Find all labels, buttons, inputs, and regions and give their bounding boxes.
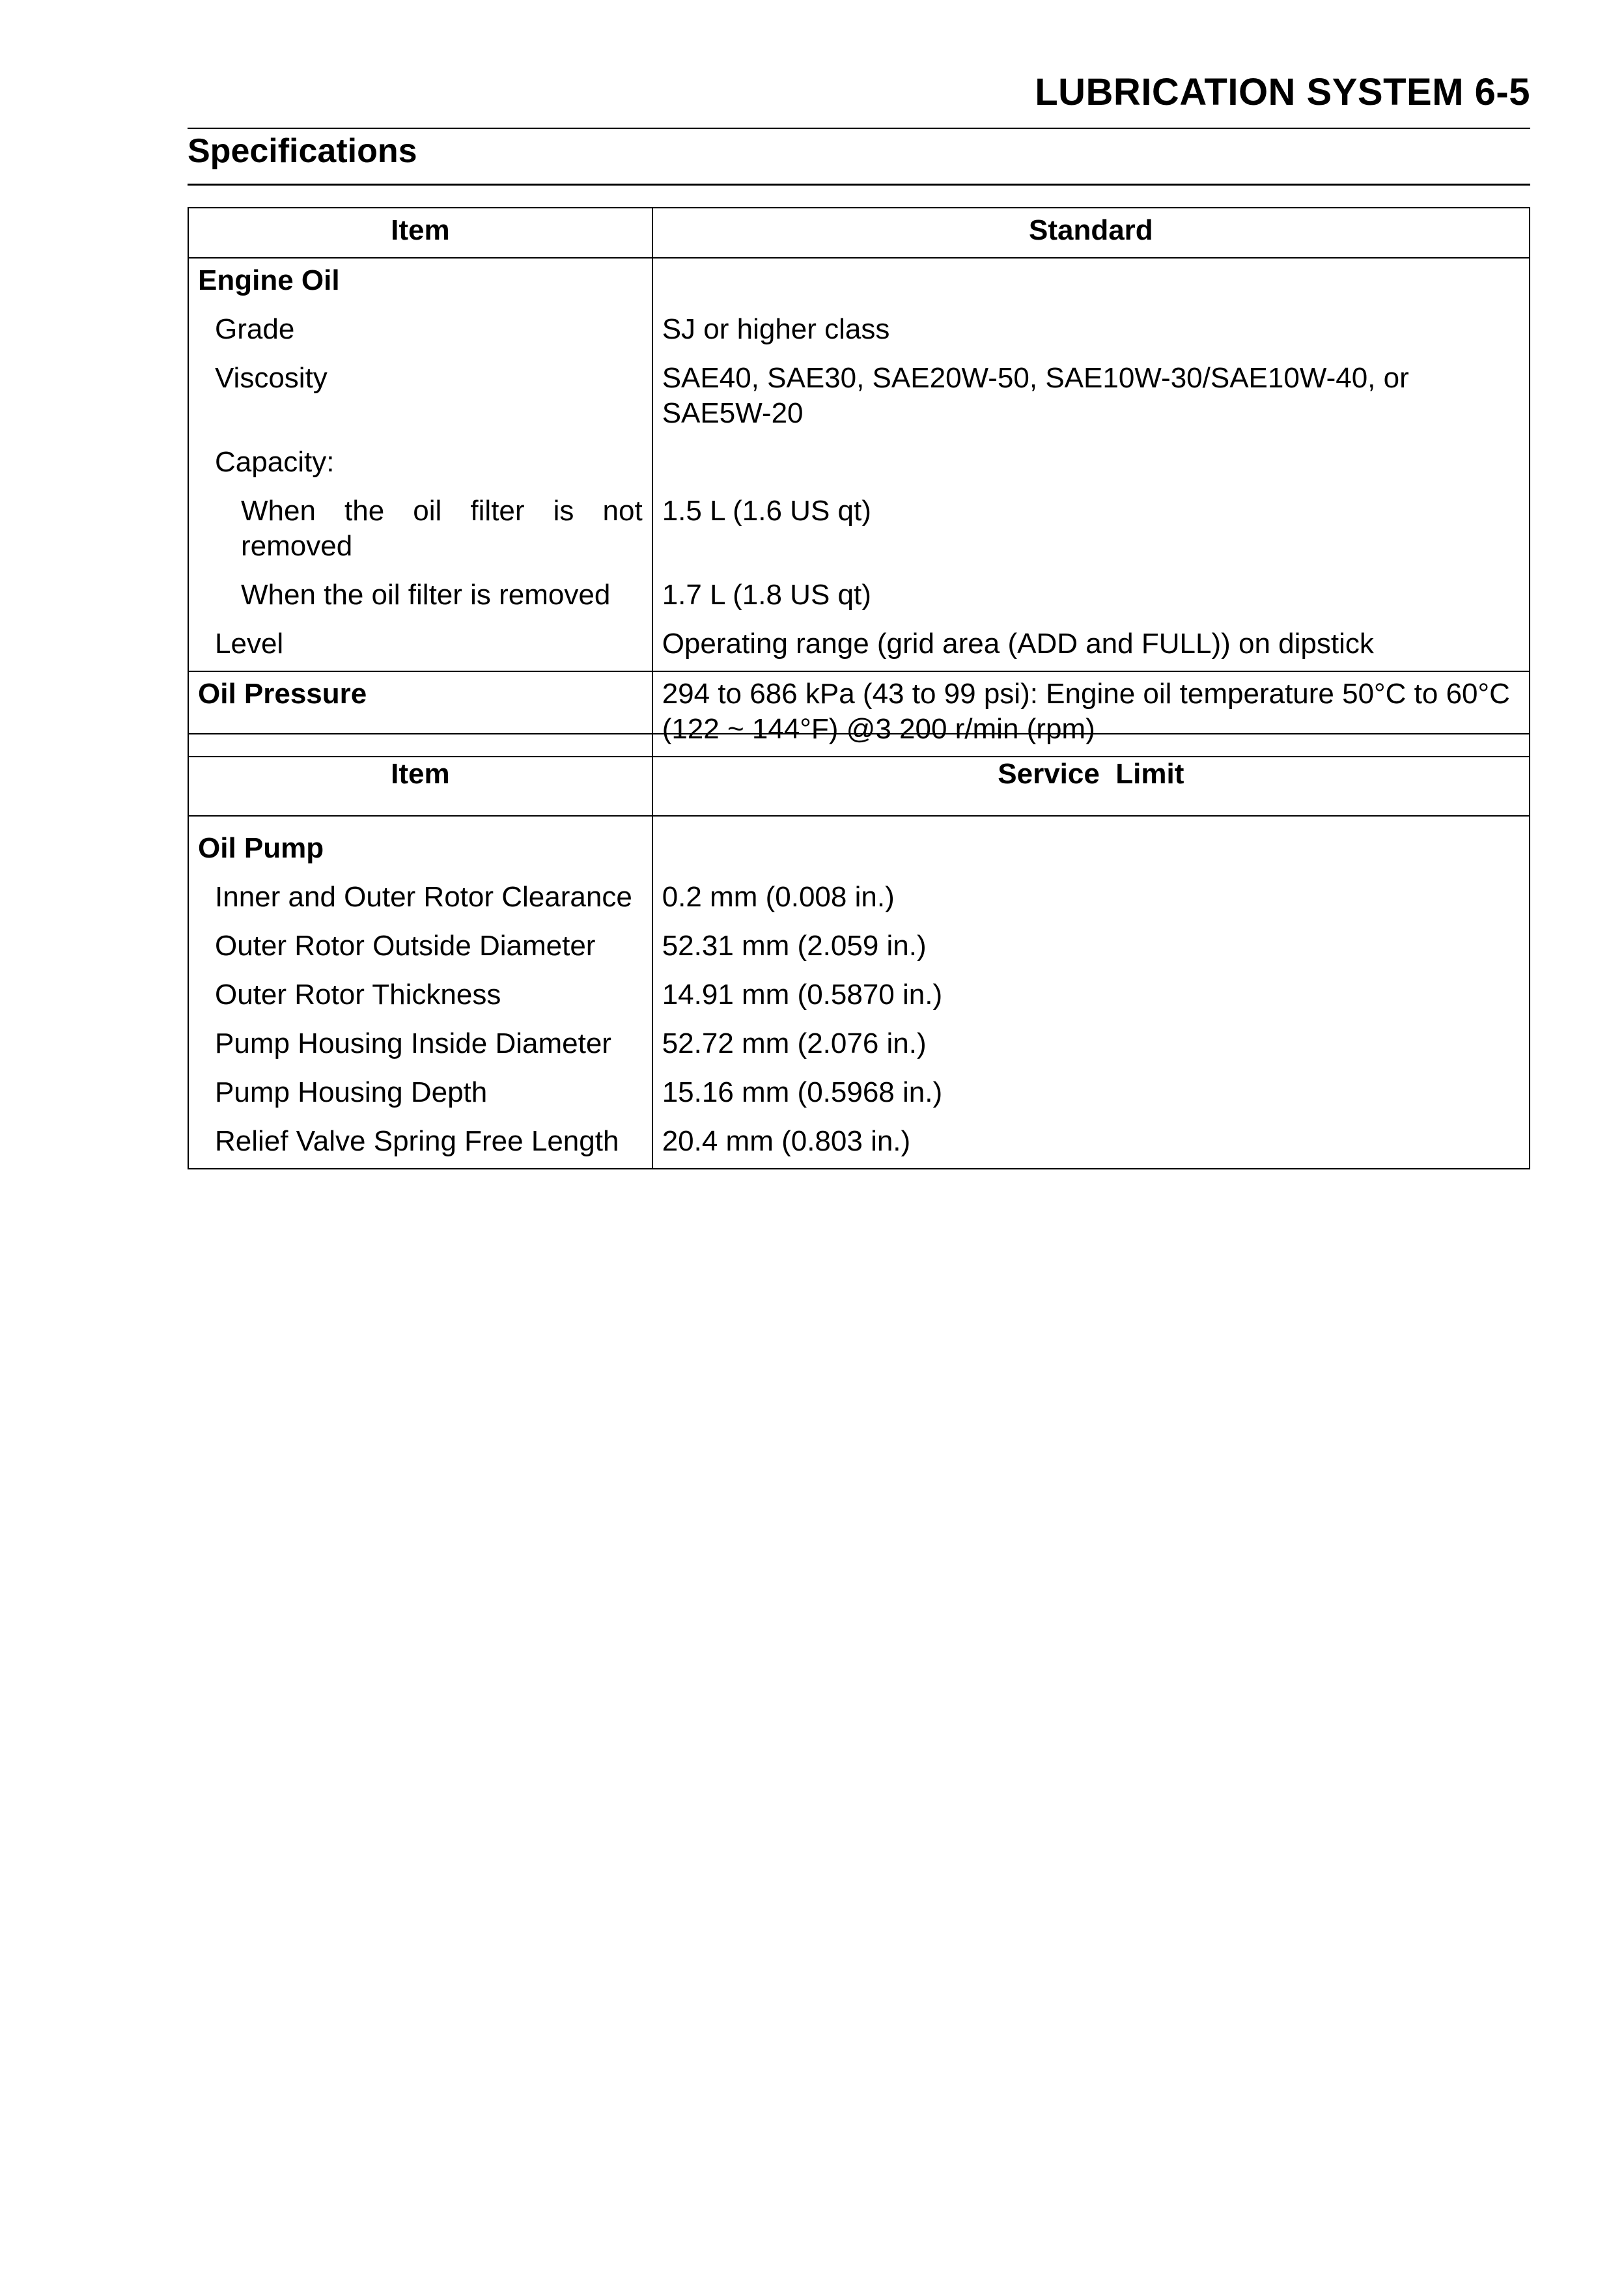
row-label: Outer Rotor Outside Diameter: [188, 924, 652, 973]
table-row: [188, 816, 1530, 875]
row-value: 15.16 mm (0.5968 in.): [652, 1070, 1530, 1119]
table-row: [188, 1022, 1530, 1070]
table-header-row: [188, 734, 1530, 816]
row-value: 0.2 mm (0.008 in.): [652, 875, 1530, 924]
row-label: Pump Housing Depth: [188, 1070, 652, 1119]
table-row: [188, 489, 1530, 573]
table-row: [188, 875, 1530, 924]
table-row: [188, 1119, 1530, 1169]
group-label-oil-pressure: Oil Pressure: [188, 671, 652, 757]
section-rule: [188, 184, 1530, 186]
row-value-viscosity: SAE40, SAE30, SAE20W-50, SAE10W-30/SAE10W-40, or SAE5W-20: [652, 356, 1530, 440]
row-label-capacity: Capacity:: [188, 440, 652, 489]
row-value-capacity-removed: 1.7 L (1.8 US qt): [652, 573, 1530, 622]
standard-spec-table: [188, 207, 1530, 757]
row-label-viscosity: Viscosity: [188, 356, 652, 440]
table-row: [188, 1070, 1530, 1119]
column-header-service-limit: Service Limit: [652, 734, 1530, 816]
table-row: [188, 622, 1530, 671]
row-value-level: Operating range (grid area (ADD and FULL)) on dipstick: [652, 622, 1530, 671]
table-row: [188, 573, 1530, 622]
table-row: [188, 440, 1530, 489]
table-row: [188, 307, 1530, 356]
row-value-oil-pressure: 294 to 686 kPa (43 to 99 psi): Engine oil temperature 50°C to 60°C (122 ~ 144°F) @3 200 r/min (rpm): [652, 671, 1530, 757]
row-label: Relief Valve Spring Free Length: [188, 1119, 652, 1169]
row-value: 20.4 mm (0.803 in.): [652, 1119, 1530, 1169]
column-header-standard: Standard: [652, 208, 1530, 258]
page-header-title: LUBRICATION SYSTEM 6-5: [1035, 71, 1530, 113]
group-label-oil-pump: Oil Pump: [188, 816, 652, 875]
group-label-engine-oil: Engine Oil: [188, 258, 652, 307]
row-label-grade: Grade: [188, 307, 652, 356]
row-value-grade: SJ or higher class: [652, 307, 1530, 356]
table-row: [188, 973, 1530, 1022]
row-label-capacity-removed: When the oil filter is removed: [188, 573, 652, 622]
column-header-item: Item: [188, 208, 652, 258]
row-value: 14.91 mm (0.5870 in.): [652, 973, 1530, 1022]
row-label: Pump Housing Inside Diameter: [188, 1022, 652, 1070]
column-header-item: Item: [188, 734, 652, 816]
table-row: [188, 258, 1530, 307]
row-label-level: Level: [188, 622, 652, 671]
row-label: Inner and Outer Rotor Clearance: [188, 875, 652, 924]
row-value: 52.31 mm (2.059 in.): [652, 924, 1530, 973]
header-rule: [188, 128, 1530, 129]
row-label-capacity-not-removed: When the oil filter is not removed: [188, 489, 652, 573]
row-label: Outer Rotor Thickness: [188, 973, 652, 1022]
row-value: 52.72 mm (2.076 in.): [652, 1022, 1530, 1070]
table-row: [188, 356, 1530, 440]
row-value-capacity-not-removed: 1.5 L (1.6 US qt): [652, 489, 1530, 573]
section-title: Specifications: [188, 132, 417, 170]
service-limit-table: [188, 733, 1530, 1169]
table-header-row: [188, 208, 1530, 258]
table-row: [188, 924, 1530, 973]
